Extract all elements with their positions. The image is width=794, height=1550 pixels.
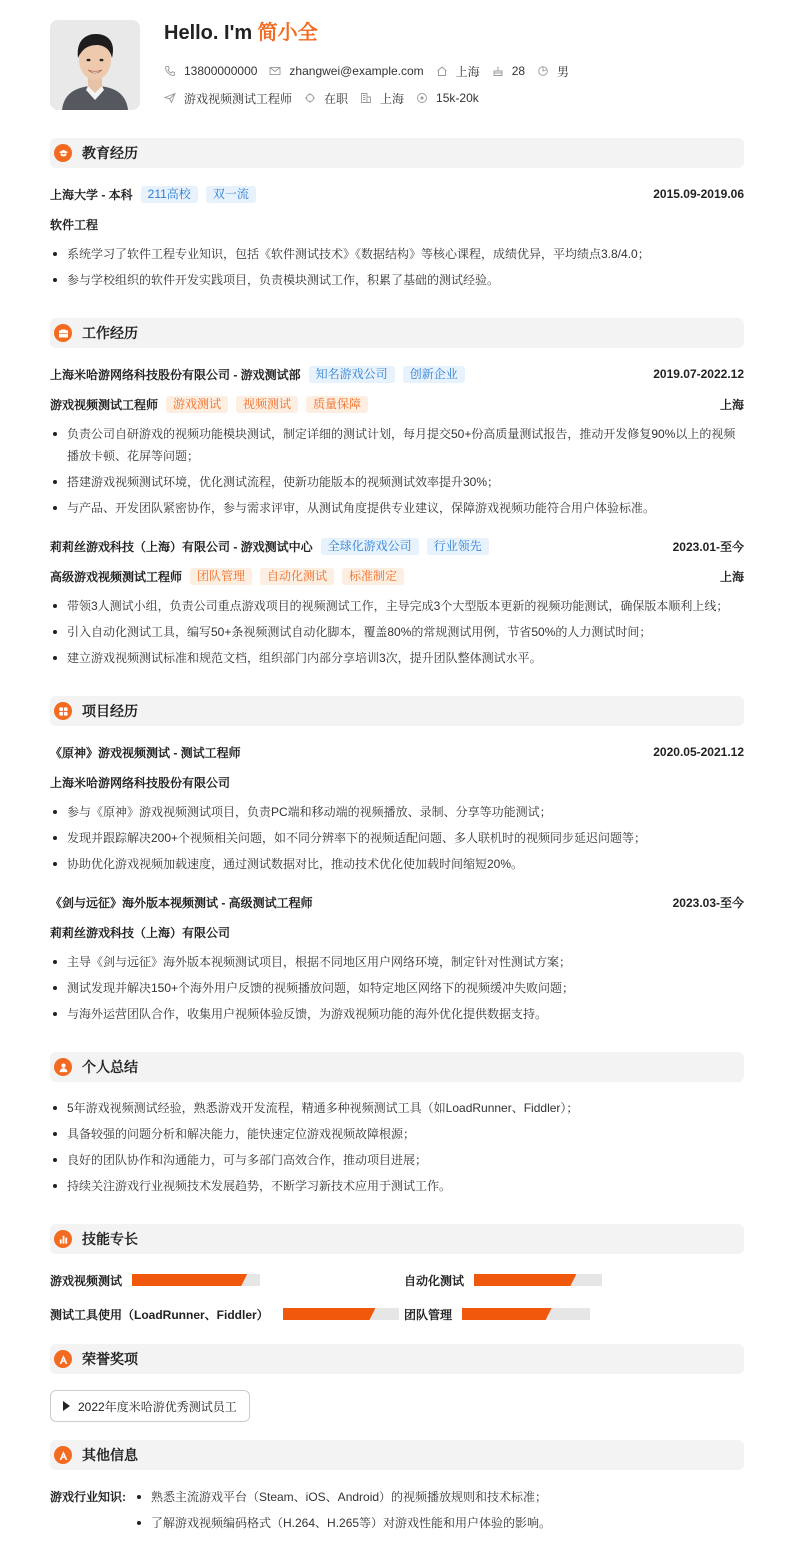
role-name: 高级游戏视频测试工程师 [50, 569, 183, 584]
hometown-item [436, 63, 480, 80]
work-company-row [50, 536, 744, 556]
work-role-row [50, 394, 744, 414]
company-tag: 行业领先 [427, 538, 489, 555]
skill-name: 游戏视频测试 [50, 1273, 123, 1288]
other-bullets [134, 1487, 744, 1539]
status-icon [304, 92, 316, 104]
skill-bar-fill [462, 1308, 552, 1320]
projects-section-header [50, 696, 744, 726]
education-dates: 2015.09-2019.06 [653, 187, 744, 201]
school-name: 上海大学 - 本科 [50, 187, 133, 202]
other-label: 游戏行业知识: [50, 1490, 126, 1504]
send-icon [164, 92, 176, 104]
status-value: 在职 [324, 91, 349, 106]
play-icon [63, 1401, 70, 1411]
email-item [269, 64, 423, 78]
project-bullets [50, 951, 744, 1029]
skill-bar [462, 1308, 590, 1320]
education-school-row [50, 184, 744, 204]
age-value: 28 [511, 64, 526, 78]
grid-icon [54, 702, 72, 720]
bar-chart-icon [54, 1230, 72, 1248]
work-city: 上海 [719, 569, 744, 584]
company-tag: 知名游戏公司 [309, 366, 395, 383]
list-item: 与产品、开发团队紧密协作，参与需求评审，从测试角度提供专业建议，保障游戏视频功能符合用户体验标准。 [50, 497, 744, 519]
skill-bar [474, 1274, 602, 1286]
project-title: 《剑与远征》海外版本视频测试 - 高级测试工程师 [50, 895, 313, 910]
role-tag: 视频测试 [236, 396, 298, 413]
section-title: 技能专长 [82, 1231, 138, 1247]
info-icon [54, 1446, 72, 1464]
skill-item [404, 1304, 590, 1324]
list-item: 负责公司自研游戏的视频功能模块测试，制定详细的测试计划，每月提交50+份高质量测试报告，推动开发修复90%以上的视频播放卡顿、花屏等问题； [50, 423, 744, 467]
mail-icon [269, 65, 281, 77]
work-dates: 2019.07-2022.12 [653, 367, 744, 381]
role-name: 游戏视频测试工程师 [50, 397, 159, 412]
work-bullets [50, 595, 744, 673]
list-item: 良好的团队协作和沟通能力，可与多部门高效合作，推动项目进展； [50, 1149, 744, 1171]
work-dates: 2023.01-至今 [672, 539, 744, 554]
skill-item [50, 1270, 260, 1290]
skill-bar-fill [474, 1274, 576, 1286]
list-item: 持续关注游戏行业视频技术发展趋势，不断学习新技术应用于测试工作。 [50, 1175, 744, 1197]
summary-bullets [50, 1097, 744, 1201]
skill-bar [283, 1308, 399, 1320]
list-item: 5年游戏视频测试经验，熟悉游戏开发流程，精通多种视频测试工具（如LoadRunner、Fiddler）； [50, 1097, 744, 1119]
user-icon [54, 1058, 72, 1076]
awards-section-header [50, 1344, 744, 1374]
list-item: 带领3人测试小组，负责公司重点游戏项目的视频测试工作，主导完成3个大型版本更新的视频功能测试，确保版本顺利上线； [50, 595, 744, 617]
skill-name: 团队管理 [404, 1307, 453, 1322]
school-tag: 双一流 [206, 186, 256, 203]
job-intent-row [164, 89, 491, 107]
company-tag: 创新企业 [403, 366, 465, 383]
list-item: 了解游戏视频编码格式（H.264、H.265等）对游戏性能和用户体验的影响。 [134, 1513, 744, 1533]
target-job-value: 游戏视频测试工程师 [184, 91, 293, 106]
education-section-header [50, 138, 744, 168]
project-title-row [50, 742, 744, 762]
building-icon [360, 92, 372, 104]
list-item: 引入自动化测试工具，编写50+条视频测试自动化脚本，覆盖80%的常规测试用例，节省50%的人力测试时间； [50, 621, 744, 643]
target-city-value: 上海 [380, 91, 405, 106]
salary-item [416, 91, 479, 105]
greeting-prefix: Hello. I'm [164, 22, 258, 44]
work-role-row [50, 566, 744, 586]
graduation-cap-icon [54, 144, 72, 162]
target-city-item [360, 90, 404, 107]
gender-item [537, 63, 569, 80]
skill-item [404, 1270, 602, 1290]
school-tag: 211高校 [141, 186, 198, 203]
email-value: zhangwei@example.com [289, 64, 424, 78]
project-dates: 2023.03-至今 [672, 895, 744, 910]
gender-value: 男 [557, 64, 570, 79]
project-title-row [50, 892, 744, 912]
project-title: 《原神》游戏视频测试 - 测试工程师 [50, 745, 241, 760]
list-item: 发现并跟踪解决200+个视频相关问题，如不同分辨率下的视频适配问题、多人联机时的视频同步延迟问题等； [50, 827, 744, 849]
award-icon [54, 1350, 72, 1368]
section-title: 其他信息 [82, 1447, 138, 1463]
work-city: 上海 [719, 397, 744, 412]
project-company-row [50, 772, 744, 792]
other-section-header [50, 1440, 744, 1470]
skill-bar [132, 1274, 260, 1286]
section-title: 个人总结 [82, 1059, 138, 1075]
award-item [50, 1390, 250, 1422]
skill-bar-fill [283, 1308, 376, 1320]
cake-icon [492, 65, 504, 77]
company-name: 上海米哈游网络科技股份有限公司 - 游戏测试部 [50, 367, 301, 382]
profile-header [50, 20, 744, 110]
role-tag: 团队管理 [190, 568, 252, 585]
home-icon [436, 65, 448, 77]
major-name: 软件工程 [50, 217, 99, 232]
role-tag: 自动化测试 [260, 568, 334, 585]
list-item: 参与学校组织的软件开发实践项目，负责模块测试工作，积累了基础的测试经验。 [50, 269, 744, 291]
project-company-row [50, 922, 744, 942]
company-name: 莉莉丝游戏科技（上海）有限公司 - 游戏测试中心 [50, 539, 313, 554]
project-company: 莉莉丝游戏科技（上海）有限公司 [50, 925, 231, 940]
role-tag: 游戏测试 [166, 396, 228, 413]
role-tag: 质量保障 [306, 396, 368, 413]
skill-name: 自动化测试 [404, 1273, 465, 1288]
section-title: 教育经历 [82, 145, 138, 161]
award-text: 2022年度米哈游优秀测试员工 [78, 1399, 237, 1414]
list-item: 主导《剑与远征》海外版本视频测试项目，根据不同地区用户网络环境，制定针对性测试方案； [50, 951, 744, 973]
skills-section-header [50, 1224, 744, 1254]
contact-row [164, 62, 581, 80]
section-title: 荣誉奖项 [82, 1351, 138, 1367]
work-section-header [50, 318, 744, 348]
coin-icon [416, 92, 428, 104]
briefcase-icon [54, 324, 72, 342]
list-item: 熟悉主流游戏平台（Steam、iOS、Android）的视频播放规则和技术标准； [134, 1487, 744, 1507]
salary-value: 15k-20k [436, 91, 479, 105]
project-bullets [50, 801, 744, 879]
project-company: 上海米哈游网络科技股份有限公司 [50, 775, 231, 790]
greeting-title [164, 20, 318, 46]
summary-section-header [50, 1052, 744, 1082]
list-item: 参与《原神》游戏视频测试项目，负责PC端和移动端的视频播放、录制、分享等功能测试； [50, 801, 744, 823]
phone-icon [164, 65, 176, 77]
work-company-row [50, 364, 744, 384]
skill-bar-fill [132, 1274, 247, 1286]
avatar [50, 20, 140, 110]
gender-icon [537, 65, 549, 77]
section-title: 项目经历 [82, 703, 138, 719]
skill-item [50, 1304, 399, 1324]
work-bullets [50, 423, 744, 523]
education-major-row [50, 214, 744, 234]
list-item: 搭建游戏视频测试环境，优化测试流程，使新功能版本的视频测试效率提升30%； [50, 471, 744, 493]
list-item: 具备较强的问题分析和解决能力，能快速定位游戏视频故障根源； [50, 1123, 744, 1145]
skill-name: 测试工具使用（LoadRunner、Fiddler） [50, 1307, 269, 1322]
hometown-value: 上海 [455, 64, 480, 79]
list-item: 协助优化游戏视频加载速度，通过测试数据对比，推动技术优化使加载时间缩短20%。 [50, 853, 744, 875]
list-item: 系统学习了软件工程专业知识，包括《软件测试技术》《数据结构》等核心课程，成绩优异，平均绩点3.8/4.0； [50, 243, 744, 265]
list-item: 测试发现并解决150+个海外用户反馈的视频播放问题，如特定地区网络下的视频缓冲失败问题； [50, 977, 744, 999]
education-bullets [50, 243, 744, 295]
candidate-name: 简小全 [257, 22, 318, 44]
age-item [492, 64, 525, 78]
status-item [304, 90, 348, 107]
list-item: 建立游戏视频测试标准和规范文档，组织部门内部分享培训3次，提升团队整体测试水平。 [50, 647, 744, 669]
phone-item [164, 64, 257, 78]
list-item: 与海外运营团队合作，收集用户视频体验反馈，为游戏视频功能的海外优化提供数据支持。 [50, 1003, 744, 1025]
section-title: 工作经历 [82, 325, 138, 341]
role-tag: 标准制定 [342, 568, 404, 585]
target-job-item [164, 90, 292, 107]
project-dates: 2020.05-2021.12 [653, 745, 744, 759]
phone-value: 13800000000 [184, 64, 258, 78]
company-tag: 全球化游戏公司 [321, 538, 419, 555]
